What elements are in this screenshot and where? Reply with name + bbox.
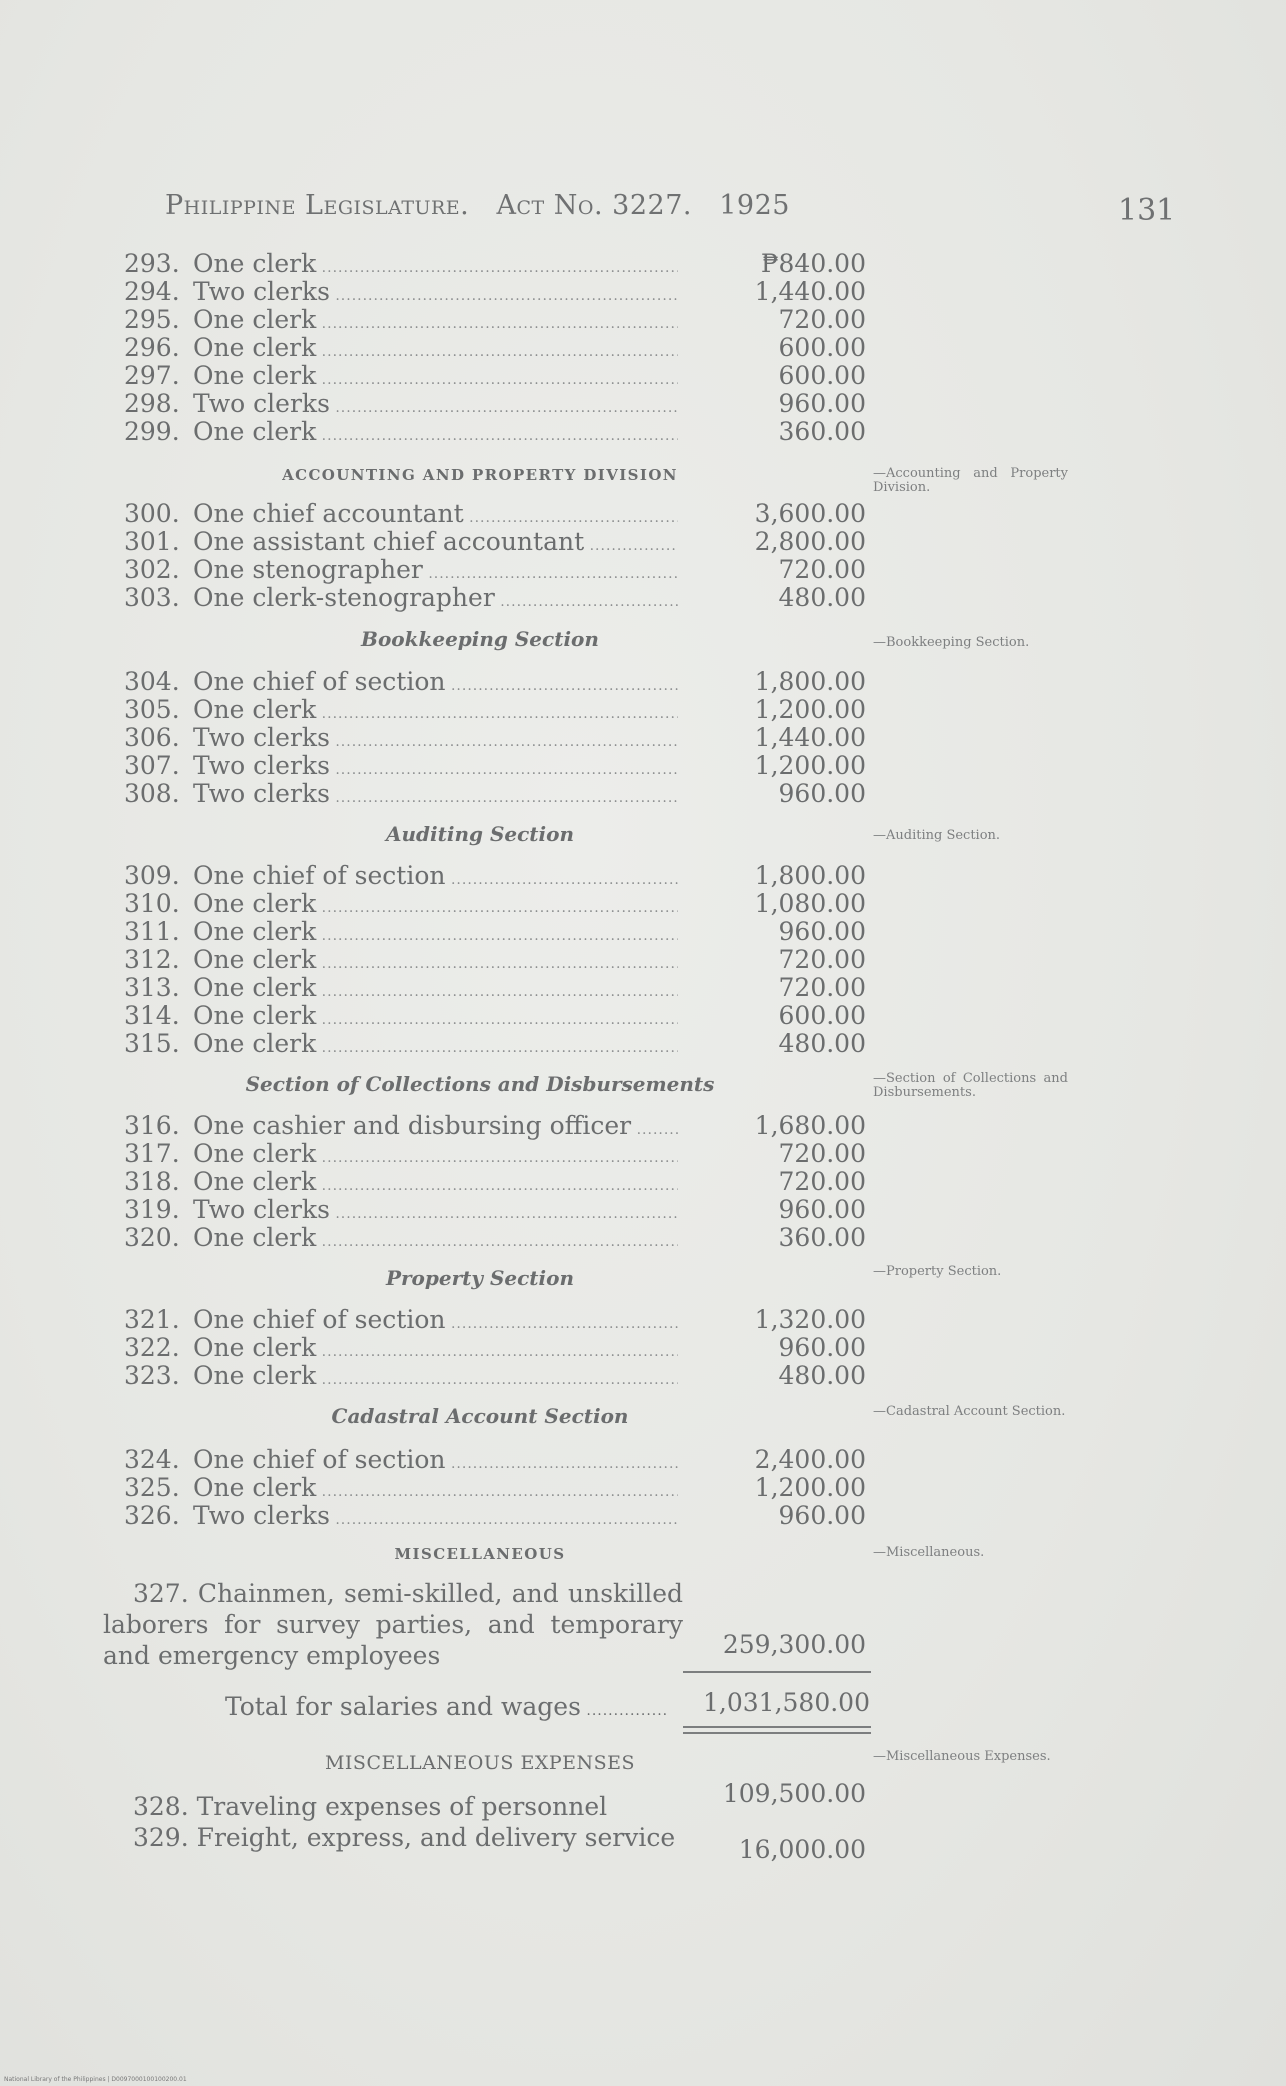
list-item (0, 1002, 1286, 1030)
item-number: 300. (124, 499, 180, 528)
item-number: 320. (124, 1223, 180, 1252)
list-item (0, 1502, 1286, 1530)
item-number: 302. (124, 555, 180, 584)
margin-note: —Section of Collections and Disbursements. (873, 1071, 1068, 1100)
item-label: Two clerks ..... (193, 390, 678, 422)
list-item (0, 1224, 1286, 1252)
item-number: 306. (124, 723, 180, 752)
item-number: 317. (124, 1139, 180, 1168)
item-label: One clerk ..... (193, 362, 678, 394)
margin-note: —Cadastral Account Section. (873, 1404, 1066, 1419)
item-number: 313. (124, 973, 180, 1002)
item-label: Two clerks ..... (193, 1502, 678, 1534)
item-label: One cashier and disbursing officer ..... (193, 1112, 678, 1144)
item-label: Two clerks ..... (193, 752, 678, 784)
list-item (0, 500, 1286, 528)
running-header (165, 190, 1165, 221)
item-number: 296. (124, 333, 180, 362)
item-number: 308. (124, 779, 180, 808)
item-327-amount-row (0, 1631, 1286, 1659)
item-number: 293. (124, 249, 180, 278)
margin-note: —Miscellaneous Expenses. (873, 1749, 1051, 1764)
item-amount: 1,080.00 (754, 889, 866, 918)
list-item (0, 1196, 1286, 1224)
item-label: One clerk ..... (193, 306, 678, 338)
item-label: One clerk ..... (193, 334, 678, 366)
list-item (0, 1112, 1286, 1140)
item-amount: 1,440.00 (754, 723, 866, 752)
margin-note: —Bookkeeping Section. (873, 635, 1030, 650)
item-label: One clerk ..... (193, 696, 678, 728)
header-act: Act No. 3227. (496, 190, 692, 221)
item-amount: 2,400.00 (754, 1445, 866, 1474)
margin-note: —Property Section. (873, 1264, 1002, 1279)
item-amount: 720.00 (778, 973, 866, 1002)
item-number: 325. (124, 1473, 180, 1502)
list-item (0, 1474, 1286, 1502)
item-amount: 960.00 (778, 779, 866, 808)
item-number: 305. (124, 695, 180, 724)
total-label: Total for salaries and wages ..... (225, 1692, 668, 1721)
item-amount: 720.00 (778, 945, 866, 974)
item-number: 326. (124, 1501, 180, 1530)
margin-note: —Auditing Section. (873, 828, 1001, 843)
list-item (0, 1030, 1286, 1058)
item-329-amount-row (0, 1836, 1286, 1864)
item-number: 294. (124, 277, 180, 306)
scan-footer: National Library of the Philippines | D0097000100100200.01 (4, 2076, 187, 2083)
item-number: 297. (124, 361, 180, 390)
list-item (0, 1334, 1286, 1362)
list-item (0, 1168, 1286, 1196)
list-item (0, 724, 1286, 752)
item-label: One clerk ..... (193, 1474, 678, 1506)
item-label: One clerk ..... (193, 418, 678, 450)
item-number: 319. (124, 1195, 180, 1224)
item-number: 316. (124, 1111, 180, 1140)
section-heading: ACCOUNTING AND PROPERTY DIVISION (282, 466, 678, 484)
section-heading: Bookkeeping Section (361, 627, 599, 651)
item-amount: 360.00 (778, 417, 866, 446)
item-number: 315. (124, 1029, 180, 1058)
item-number: 310. (124, 889, 180, 918)
margin-note: —Accounting and Property Division. (873, 466, 1068, 495)
item-label: One clerk ..... (193, 1334, 678, 1366)
item-amount: 720.00 (778, 305, 866, 334)
item-amount: 1,200.00 (754, 751, 866, 780)
list-item (0, 696, 1286, 724)
section-heading: Property Section (385, 1266, 575, 1290)
item-number: 323. (124, 1361, 180, 1390)
double-rule-bottom (683, 1732, 871, 1734)
double-rule-top (683, 1726, 871, 1728)
item-number: 314. (124, 1001, 180, 1030)
item-number: 311. (124, 917, 180, 946)
item-label: One chief accountant ..... (193, 500, 678, 532)
item-label: One clerk ..... (193, 946, 678, 978)
list-item (0, 306, 1286, 334)
item-label: One clerk ..... (193, 890, 678, 922)
item-number: 324. (124, 1445, 180, 1474)
list-item (0, 780, 1286, 808)
item-label: One stenographer ..... (193, 556, 678, 588)
item-amount: 480.00 (778, 1361, 866, 1390)
item-amount: 600.00 (778, 333, 866, 362)
item-number: 303. (124, 583, 180, 612)
list-item (0, 1446, 1286, 1474)
item-label: One clerk ..... (193, 918, 678, 950)
item-amount: 720.00 (778, 1167, 866, 1196)
item-amount: 1,200.00 (754, 1473, 866, 1502)
item-label: One clerk ..... (193, 250, 678, 282)
item-label: One clerk ..... (193, 1168, 678, 1200)
item-amount: 720.00 (778, 555, 866, 584)
list-item (0, 1306, 1286, 1334)
item-amount: 960.00 (778, 917, 866, 946)
item-label: Two clerks ..... (193, 278, 678, 310)
item-amount: 720.00 (778, 1139, 866, 1168)
item-amount: 1,800.00 (754, 667, 866, 696)
item-amount: 1,200.00 (754, 695, 866, 724)
page-number: 131 (1118, 193, 1176, 228)
item-label: Two clerks ..... (193, 780, 678, 812)
list-item (0, 1140, 1286, 1168)
item-label: One clerk ..... (193, 1030, 678, 1062)
item-amount: 960.00 (778, 1501, 866, 1530)
item-327-text: 327. Chainmen, semi-skilled, and unskilled laborers for survey parties, and temporary and emergency employees (103, 1579, 683, 1670)
item-label: One clerk-stenographer ..... (193, 584, 678, 616)
list-item (0, 752, 1286, 780)
header-title: Philippine Legislature. (165, 190, 470, 221)
item-number: 298. (124, 389, 180, 418)
list-item (0, 862, 1286, 890)
item-amount: 1,440.00 (754, 277, 866, 306)
item-label: One clerk ..... (193, 1140, 678, 1172)
list-item (0, 528, 1286, 556)
item-amount: 3,600.00 (754, 499, 866, 528)
list-item (0, 418, 1286, 446)
item-number: 309. (124, 861, 180, 890)
item-label: One chief of section ..... (193, 1306, 678, 1338)
item-label: One clerk ..... (193, 1224, 678, 1256)
item-label: One clerk ..... (193, 1362, 678, 1394)
item-amount: 259,300.00 (722, 1630, 866, 1659)
item-amount: 600.00 (778, 361, 866, 390)
list-item (0, 918, 1286, 946)
item-number: 304. (124, 667, 180, 696)
item-number: 299. (124, 417, 180, 446)
header-year: 1925 (719, 190, 790, 221)
item-328-amount-row (0, 1780, 1286, 1808)
item-label: One assistant chief accountant ..... (193, 528, 678, 560)
section-heading: MISCELLANEOUS (394, 1545, 566, 1563)
item-number: 301. (124, 527, 180, 556)
item-amount: 480.00 (778, 1029, 866, 1058)
item-number: 322. (124, 1333, 180, 1362)
section-heading: Auditing Section (385, 822, 575, 846)
item-amount: 960.00 (778, 389, 866, 418)
item-label: One clerk ..... (193, 974, 678, 1006)
item-amount: 360.00 (778, 1223, 866, 1252)
item-amount: 960.00 (778, 1195, 866, 1224)
section-heading: Cadastral Account Section (331, 1404, 629, 1428)
item-amount: ₱840.00 (760, 249, 866, 278)
item-amount: 1,320.00 (754, 1305, 866, 1334)
item-label: One chief of section ..... (193, 862, 678, 894)
list-item (0, 668, 1286, 696)
item-number: 318. (124, 1167, 180, 1196)
list-item (0, 334, 1286, 362)
list-item (0, 278, 1286, 306)
item-label: One chief of section ..... (193, 1446, 678, 1478)
item-amount: 2,800.00 (754, 527, 866, 556)
item-label: Two clerks ..... (193, 1196, 678, 1228)
item-amount: 1,680.00 (754, 1111, 866, 1140)
list-item (0, 974, 1286, 1002)
list-item (0, 556, 1286, 584)
list-item (0, 362, 1286, 390)
list-item (0, 250, 1286, 278)
list-item (0, 946, 1286, 974)
margin-note: —Miscellaneous. (873, 1545, 985, 1560)
item-number: 312. (124, 945, 180, 974)
section-heading: Section of Collections and Disbursements (245, 1072, 715, 1096)
section-heading: MISCELLANEOUS EXPENSES (324, 1752, 636, 1774)
item-329-text: 329. Freight, express, and delivery service (133, 1823, 676, 1852)
list-item (0, 390, 1286, 418)
item-label: One clerk ..... (193, 1002, 678, 1034)
item-328-text: 328. Traveling expenses of personnel (133, 1792, 608, 1821)
item-amount: 600.00 (778, 1001, 866, 1030)
total-rule (683, 1671, 871, 1673)
list-item (0, 1362, 1286, 1390)
item-amount: 960.00 (778, 1333, 866, 1362)
item-amount: 109,500.00 (722, 1779, 866, 1808)
item-amount: 16,000.00 (738, 1835, 866, 1864)
item-label: Two clerks ..... (193, 724, 678, 756)
total-amount: 1,031,580.00 (703, 1688, 870, 1717)
item-number: 295. (124, 305, 180, 334)
item-amount: 480.00 (778, 583, 866, 612)
item-number: 307. (124, 751, 180, 780)
list-item (0, 584, 1286, 612)
item-number: 321. (124, 1305, 180, 1334)
item-label: One chief of section ..... (193, 668, 678, 700)
list-item (0, 890, 1286, 918)
item-amount: 1,800.00 (754, 861, 866, 890)
